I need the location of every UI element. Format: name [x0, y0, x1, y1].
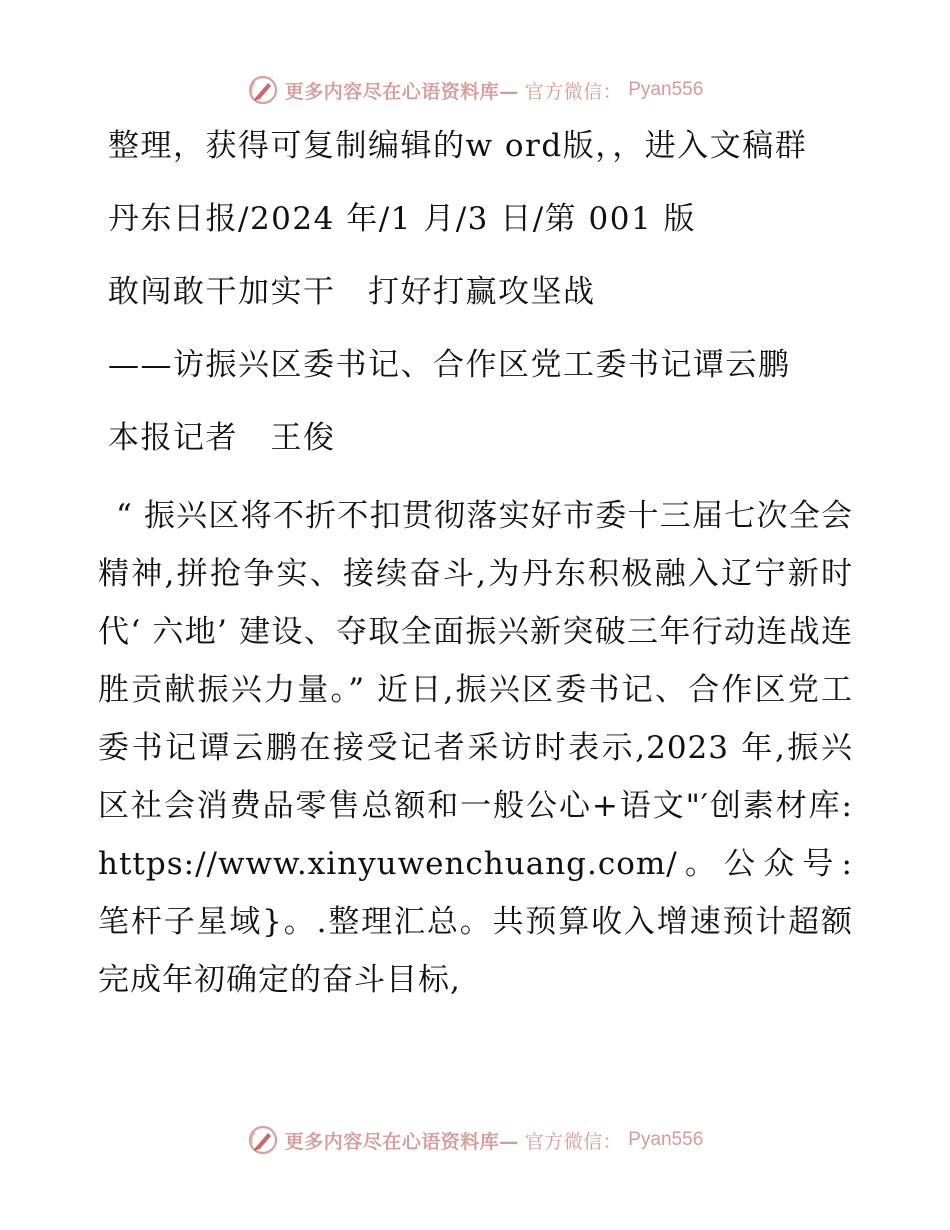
headline: 敢闯敢干加实干 打好打赢攻坚战: [108, 274, 596, 310]
watermark-text: 更多内容尽在心语资料库—: [284, 1130, 519, 1153]
document-body: [98, 122, 853, 1034]
intro-paragraph: 整理，获得可复制编辑的w ord版，，进入文稿群: [108, 128, 808, 164]
watermark-wechat-id: Pyan556: [628, 1129, 704, 1150]
pen-logo-icon: [247, 1124, 279, 1156]
watermark-banner-top: [0, 70, 950, 110]
watermark-banner-bottom: [0, 1120, 950, 1160]
watermark-wechat-label: 官方微信：: [524, 80, 623, 103]
article-paragraph: “ 振兴区将不折不扣贯彻落实好市委十三届七次全会精神,拼抢争实、接续奋斗,为丹东积极融入辽宁新时代‘ 六地’ 建设、夺取全面振兴新突破三年行动连战连胜贡献振兴力量。” 近日,振兴区委书记、合作区党工委书记谭云鹏在接受记者采访时表示,2023 年,振兴区社会消费品零售总额和一般公心+语文"′创素材库: https://www.xinyuwenchuang.com/。公众号: 笔杆子星域}。.整理汇总。共预算收入增速预计超额完成年初确定的奋斗目标,: [98, 498, 853, 998]
watermark-wechat-id: Pyan556: [628, 79, 704, 100]
watermark-text: 更多内容尽在心语资料库—: [284, 80, 519, 103]
pen-logo-icon: [247, 74, 279, 106]
byline: 本报记者 王俊: [108, 420, 336, 456]
source-line: 丹东日报/2024 年/1 月/3 日/第 001 版: [108, 201, 697, 237]
subheadline: ——访振兴区委书记、合作区党工委书记谭云鹏: [108, 347, 791, 383]
watermark-wechat-label: 官方微信：: [524, 1130, 623, 1153]
